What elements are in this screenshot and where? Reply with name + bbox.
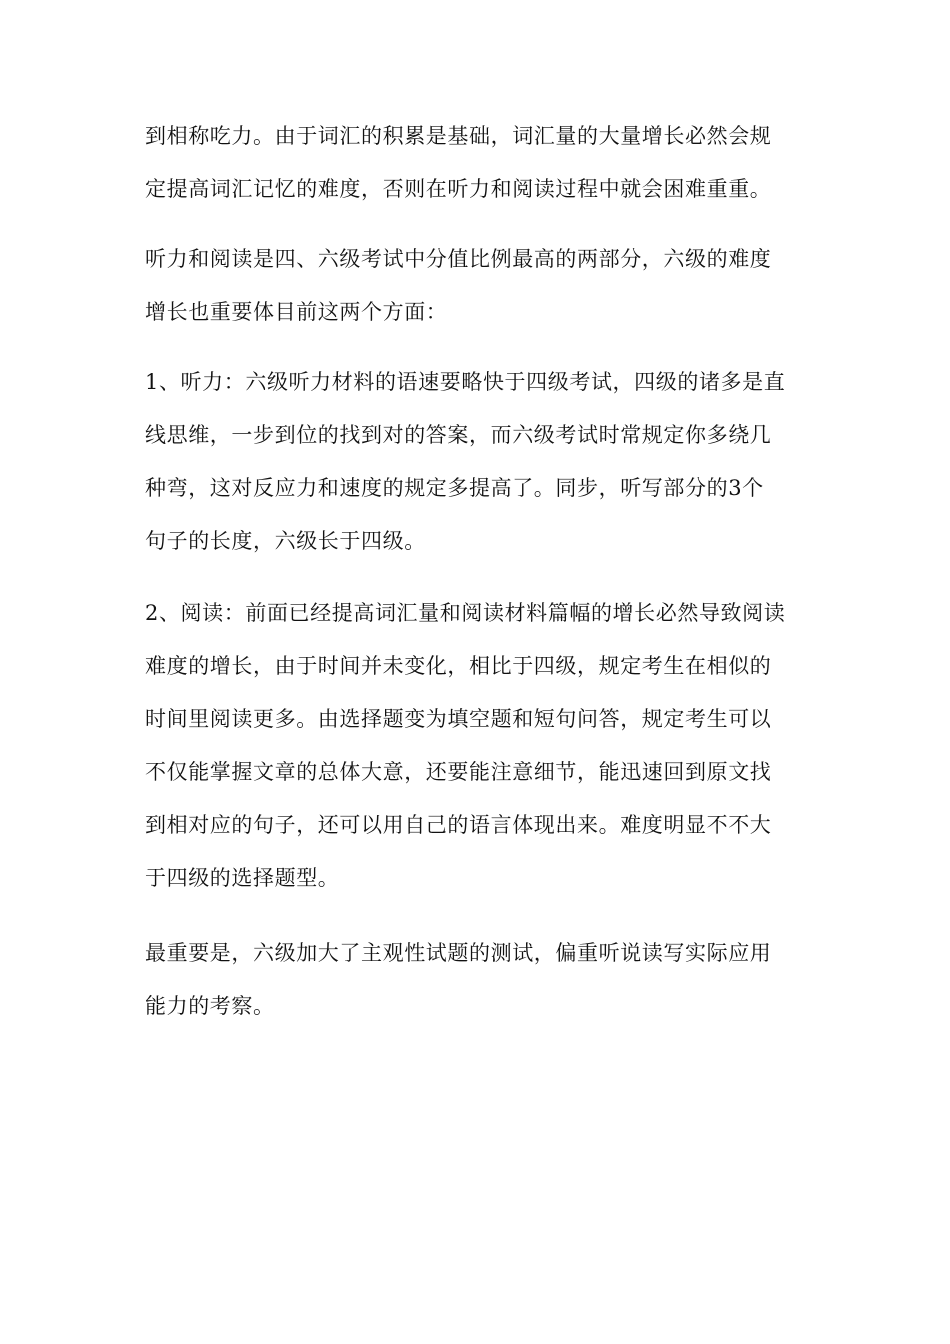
paragraph-line: 能力的考察。: [145, 994, 275, 1018]
paragraph-line: 2、阅读：前面已经提高词汇量和阅读材料篇幅的增长必然导致阅读: [145, 601, 786, 625]
paragraph-line: 1、听力：六级听力材料的语速要略快于四级考试，四级的诸多是直: [145, 370, 786, 394]
paragraph-line: 时间里阅读更多。由选择题变为填空题和短句问答，规定考生可以: [145, 707, 772, 731]
paragraph-line: 到相对应的句子，还可以用自己的语言体现出来。难度明显不不大: [145, 813, 772, 837]
paragraph-listening-reading-intro: [145, 233, 815, 339]
paragraph-vocabulary: [145, 110, 815, 216]
paragraph-line: 到相称吃力。由于词汇的积累是基础，词汇量的大量增长必然会规: [145, 124, 772, 148]
paragraph-subjective-questions: [145, 927, 815, 1033]
paragraph-line: 线思维，一步到位的找到对的答案，而六级考试时常规定你多绕几: [145, 423, 772, 447]
paragraph-reading: [145, 587, 815, 905]
paragraph-line: 定提高词汇记忆的难度，否则在听力和阅读过程中就会困难重重。: [145, 177, 772, 201]
paragraph-line: 最重要是，六级加大了主观性试题的测试，偏重听说读写实际应用: [145, 941, 772, 965]
paragraph-line: 于四级的选择题型。: [145, 866, 340, 890]
paragraph-line: 句子的长度，六级长于四级。: [145, 529, 426, 553]
paragraph-line: 增长也重要体目前这两个方面：: [145, 300, 448, 324]
paragraph-line: 难度的增长，由于时间并未变化，相比于四级，规定考生在相似的: [145, 654, 772, 678]
paragraph-line: 种弯，这对反应力和速度的规定多提高了。同步，听写部分的3个: [145, 476, 764, 500]
paragraph-line: 不仅能掌握文章的总体大意，还要能注意细节，能迅速回到原文找: [145, 760, 772, 784]
paragraph-line: 听力和阅读是四、六级考试中分值比例最高的两部分，六级的难度: [145, 247, 772, 271]
paragraph-listening: [145, 356, 815, 568]
